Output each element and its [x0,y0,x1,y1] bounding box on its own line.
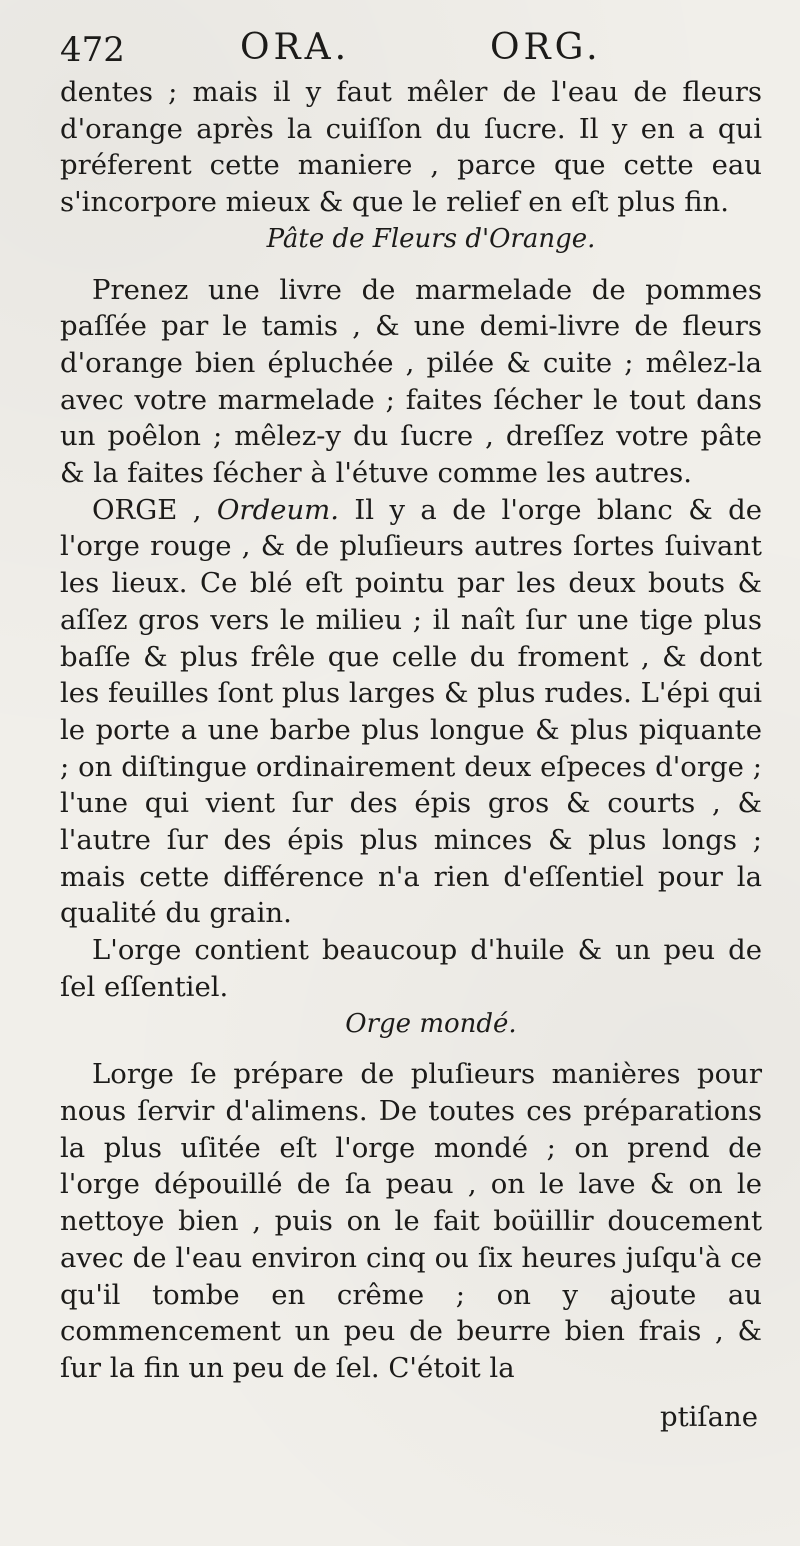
catchword: ptiſane [659,1400,758,1433]
running-head-right: ORG. [490,27,602,68]
paragraph-orge-composition: L'orge contient beaucoup d'huile & un peu de ſel eſſentiel. [60,934,762,1003]
entry-latin-name: Ordeum. [216,493,339,526]
entry-text: Il y a de l'orge blanc & de l'orge rouge , & de pluſieurs autres ſortes ſuivant les lieux. Ce blé eſt pointu par les deux bouts & aſſez gros vers le milieu ; il naît ſur une tige plus baſſe & plus frêle que celle du froment , & dont les feuilles ſont plus larges & plus rudes. L'épi qui le porte a une barbe plus longue & plus piquante ; on diſtingue ordinairement deux eſpeces d'orge ; l'une qui vient ſur des épis gros & courts , & l'autre ſur des épis plus minces & plus longs ; mais cette différence n'a rien d'eſſentiel pour la qualité du grain. [60,493,762,930]
entry-orge [60,492,762,932]
section-heading-pate-fleurs-orange: Pâte de Fleurs d'Orange. [266,223,596,254]
paragraph-continuation: dentes ; mais il y faut mêler de l'eau de fleurs d'orange après la cuiſſon du ſucre. Il y en a qui préferent cette maniere , parce que cette eau s'incorpore mieux & que le relief en eſt plus fin. [60,76,762,219]
paragraph-pate-recipe: Prenez une livre de marmelade de pommes paſſée par le tamis , & une demi-livre de fleurs d'orange bien épluchée , pilée & cuite ; mêlez-la avec votre marmelade ; faites ſécher le tout dans un poêlon ; mêlez-y du ſucre , dreſſez votre pâte & la faites ſécher à l'étuve comme les autres. [60,273,762,490]
page-header [60,22,762,74]
page-body [60,74,762,1387]
paragraph-orge-monde: Lorge ſe prépare de pluſieurs manières pour nous ſervir d'alimens. De toutes ces préparations la plus uſitée eſt l'orge mondé ; on prend de l'orge dépouillé de ſa peau , on le lave & on le nettoye bien , puis on le fait boüillir doucement avec de l'eau environ cinq ou ſix heures juſqu'à ce qu'il tombe en crême ; on y ajoute au commencement un peu de beurre bien frais , & ſur la fin un peu de ſel. C'étoit la [60,1058,762,1384]
page-number: 472 [60,30,125,70]
entry-term: ORGE , [92,493,202,526]
section-heading-orge-monde: Orge mondé. [345,1008,517,1039]
running-head-left: ORA. [240,27,351,68]
